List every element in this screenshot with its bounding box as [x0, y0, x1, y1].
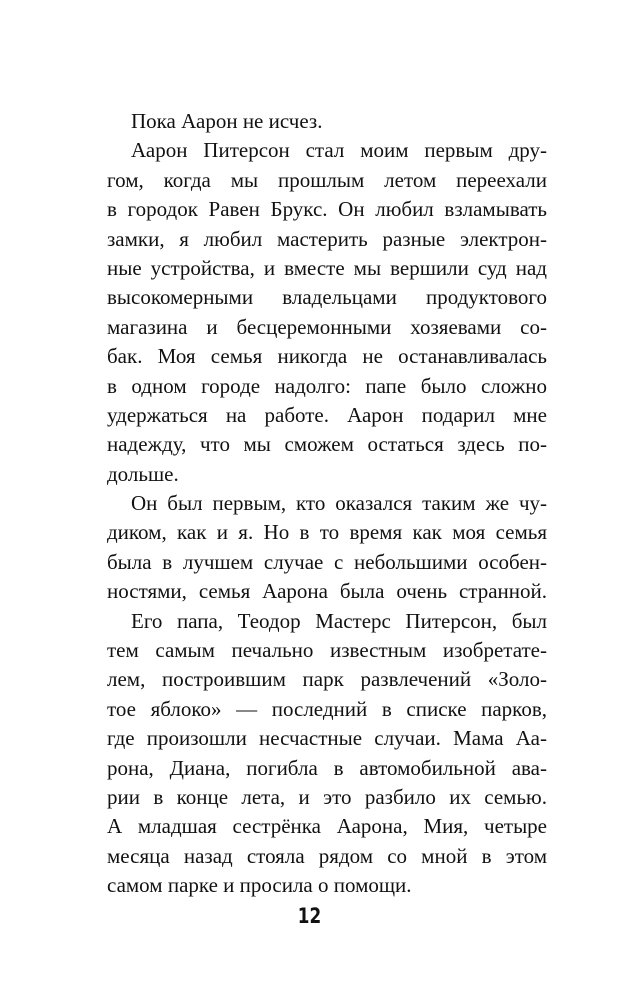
paragraph-3	[107, 489, 547, 607]
text-line: ные устройства, и вместе мы вершили суд над	[107, 255, 547, 280]
page-text-block	[107, 107, 547, 901]
text-line: тое яблоко» — последний в списке парков,	[107, 696, 547, 721]
text-line: ностями, семья Аарона была очень странной.	[107, 579, 547, 604]
paragraph-1	[107, 107, 547, 136]
text-line: замки, я любил мастерить разные электрон-	[107, 226, 547, 251]
text-line: гом, когда мы прошлым летом переехали	[107, 167, 547, 192]
text-line: рона, Диана, погибла в автомобильной ава-	[107, 755, 547, 780]
text-line: бак. Моя семья никогда не останавливалась	[107, 344, 547, 369]
text-line: диком, как и я. Но в то время как моя семья	[107, 520, 547, 545]
text-line: удержаться на работе. Аарон подарил мне	[107, 402, 547, 427]
paragraph-2	[107, 136, 547, 489]
text-line: дольше.	[107, 461, 179, 486]
text-line: А младшая сестрёнка Аарона, Мия, четыре	[107, 814, 547, 839]
text-line: Его папа, Теодор Мастерс Питерсон, был	[131, 608, 547, 633]
text-line: лем, построившим парк развлечений «Золо-	[107, 667, 547, 692]
text-line: самом парке и просила о помощи.	[107, 873, 412, 898]
text-line: была в лучшем случае с небольшими особен-	[107, 549, 547, 574]
text-line: надежду, что мы сможем остаться здесь по-	[107, 432, 547, 457]
text-line: Он был первым, кто оказался таким же чу-	[131, 491, 547, 516]
page-number: 12	[297, 904, 322, 928]
text-line: высокомерными владельцами продуктового	[107, 285, 547, 310]
paragraph-4	[107, 607, 547, 901]
text-line: в одном городе надолго: папе было сложно	[107, 373, 547, 398]
text-line: месяца назад стояла рядом со мной в этом	[107, 843, 547, 868]
text-line: магазина и бесцеремонными хозяевами со-	[107, 314, 547, 339]
text-line: где произошли несчастные случаи. Мама Аа-	[107, 726, 547, 751]
text-line: Пока Аарон не исчез.	[131, 109, 323, 133]
text-line: рии в конце лета, и это разбило их семью.	[107, 784, 547, 809]
text-line: тем самым печально известным изобретате-	[107, 638, 547, 663]
text-line: Аарон Питерсон стал моим первым дру-	[131, 138, 547, 163]
text-line: в городок Равен Брукс. Он любил взламывать	[107, 197, 547, 222]
